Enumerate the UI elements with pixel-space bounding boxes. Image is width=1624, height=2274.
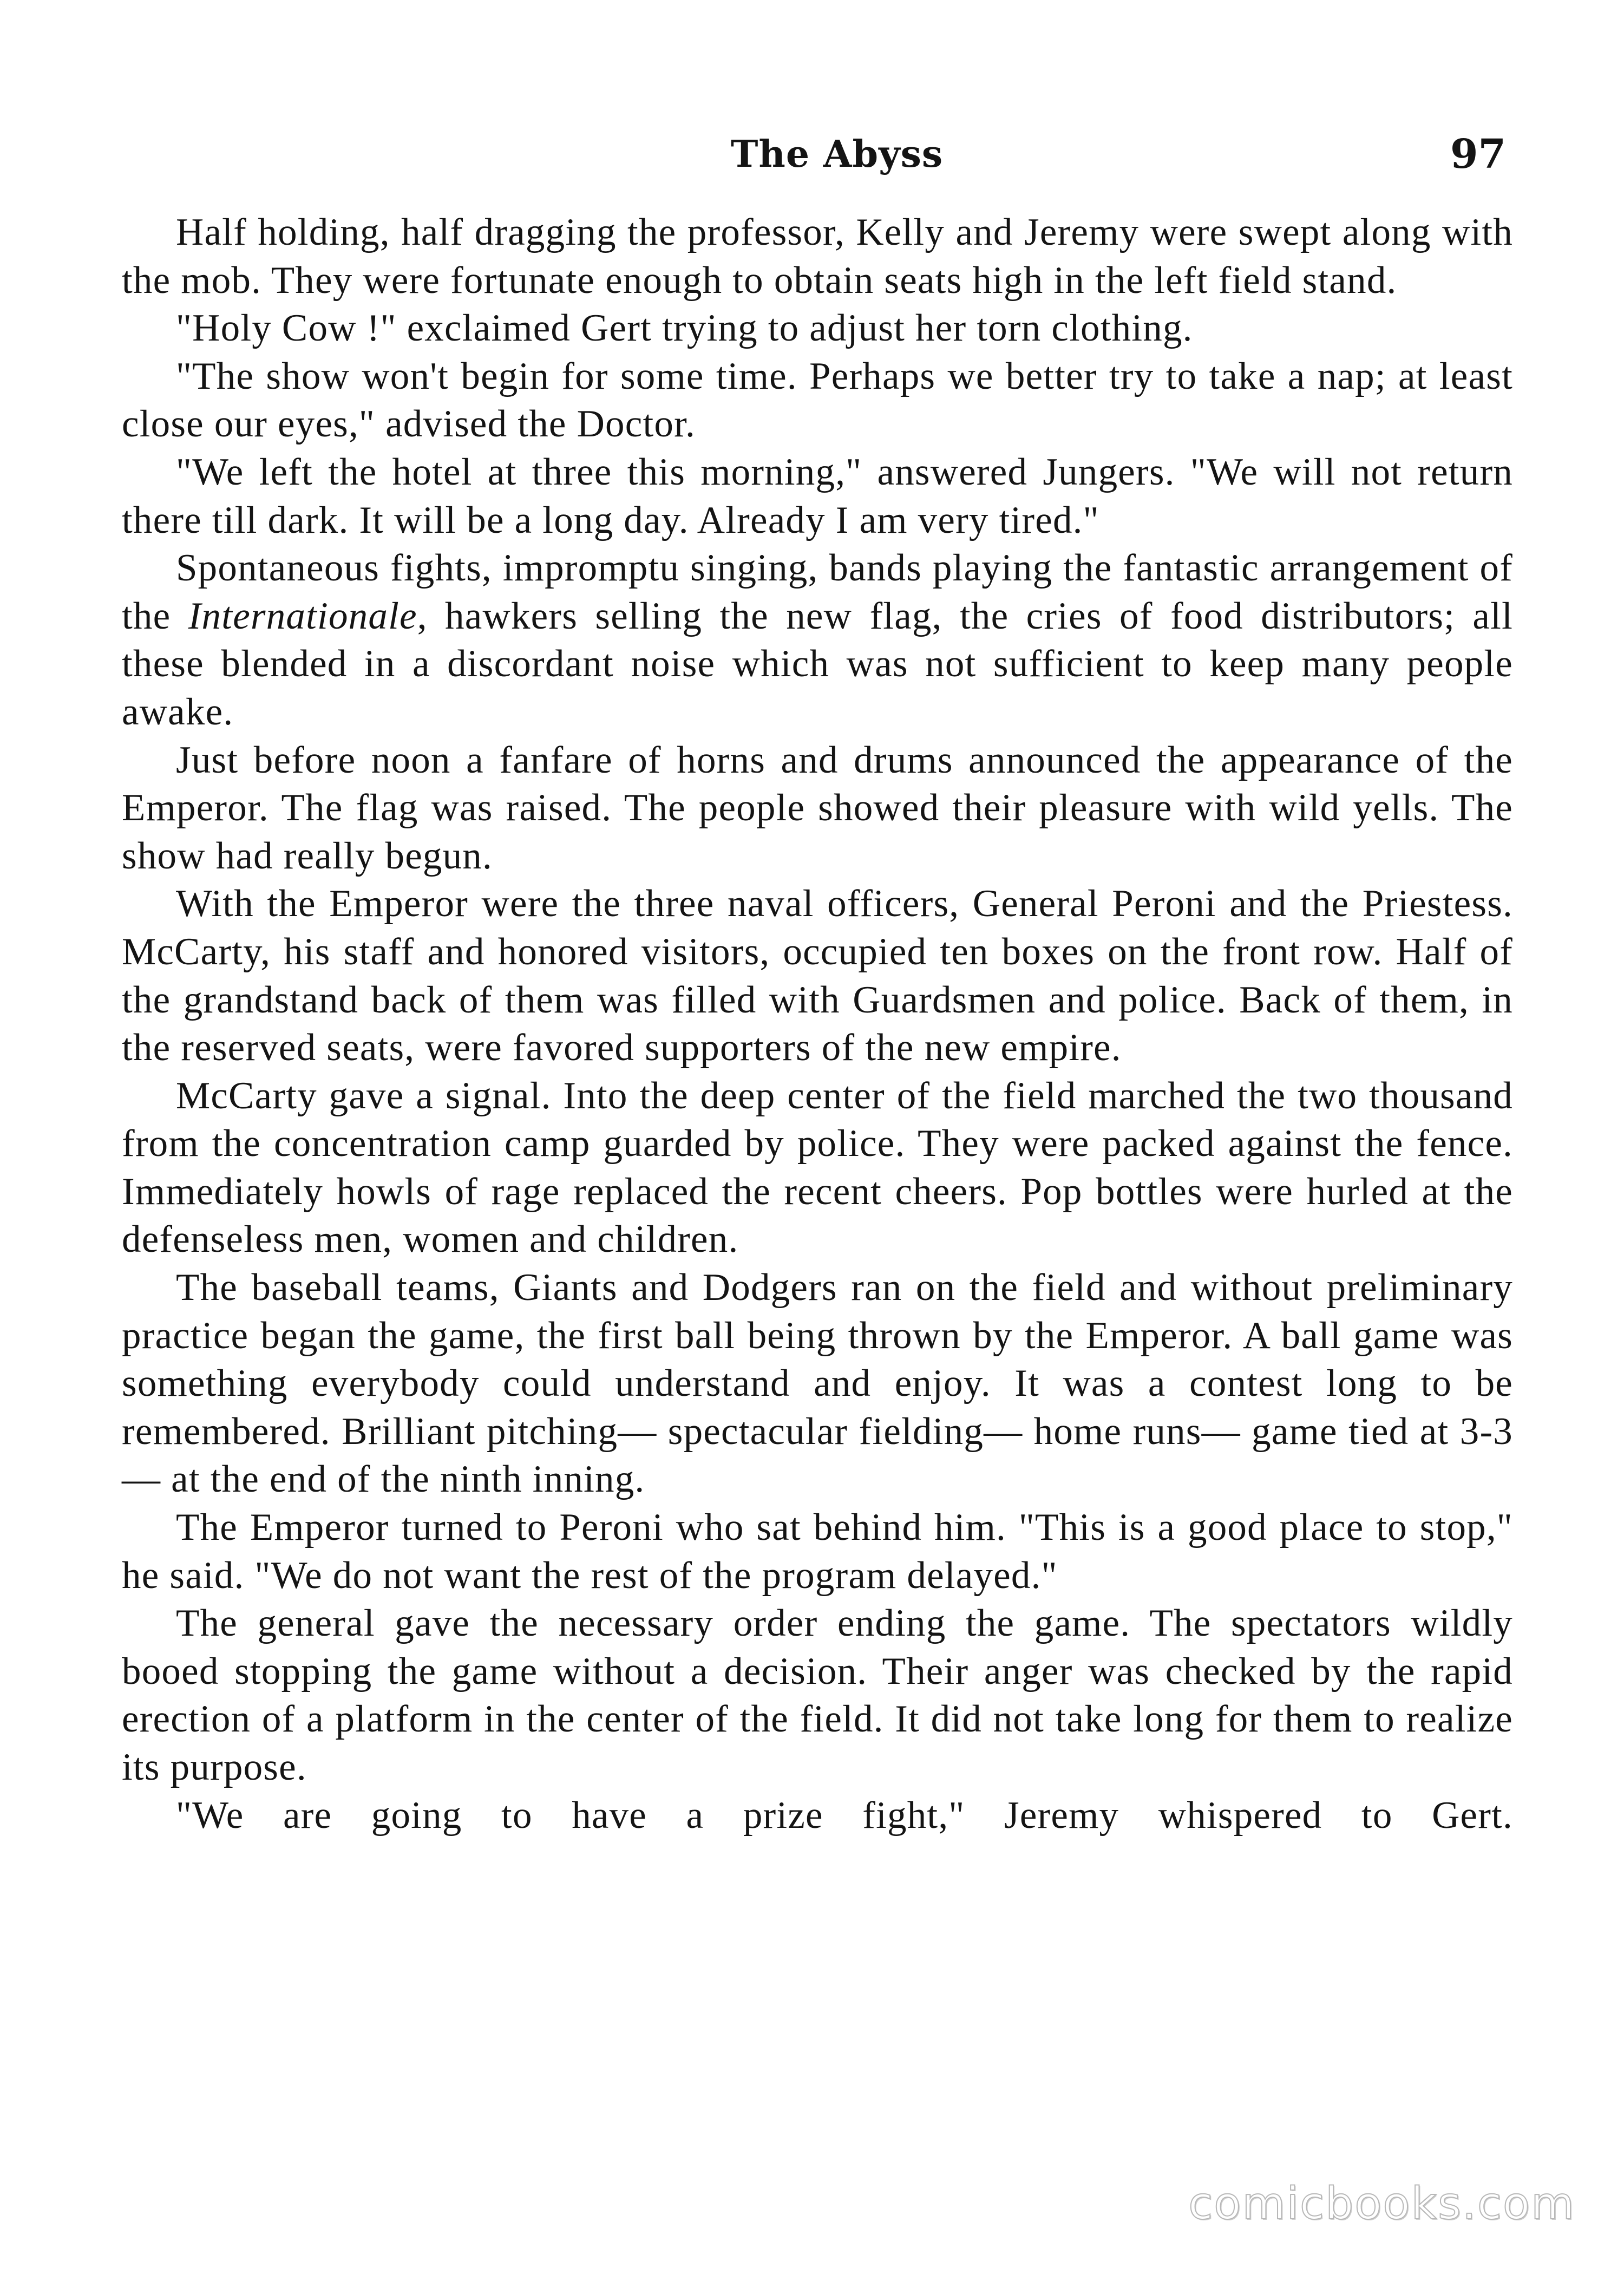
paragraph-7: With the Emperor were the three naval officers, General Peroni and the Priestess. McCarty, his staff and honored visitors, occupied ten boxes on the front row. Half of the grandstand back of them was filled with Guardsmen and police. Back of them, in the reserved seats, were favored supporters of the new empire. <box>122 883 1513 1069</box>
paragraph-3: "The show won't begin for some time. Perhaps we better try to take a nap; at least close our eyes," advised the Doctor. <box>122 355 1513 446</box>
paragraph-5-after: , hawkers selling the new flag, the cries of food distributors; all these blended in a discordant noise which was not sufficient to keep many people awake. <box>122 594 1513 733</box>
paragraph-12: "We are going to have a prize fight," Jeremy whispered to Gert. <box>176 1794 1513 1837</box>
paragraph-4: "We left the hotel at three this morning," answered Jungers. "We will not return there till dark. It will be a long day. Already I am very tired." <box>122 450 1513 541</box>
paragraph-1: Half holding, half dragging the professor, Kelly and Jeremy were swept along with the mob. They were fortunate enough to obtain seats high in the left field stand. <box>122 211 1513 302</box>
paragraph-2: "Holy Cow !" exclaimed Gert trying to adjust her torn clothing. <box>176 307 1193 350</box>
watermark: comicbooks.com <box>1188 2178 1575 2230</box>
paragraph-6: Just before noon a fanfare of horns and drums announced the appearance of the Emperor. The flag was raised. The people showed their pleasure with wild yells. The show had really begun. <box>122 739 1513 877</box>
paragraph-11: The general gave the necessary order ending the game. The spectators wildly booed stopping the game without a decision. Their anger was checked by the rapid erection of a platform in the center of the field. It did not take long for them to realize its purpose. <box>122 1602 1513 1788</box>
italic-title: Internationale <box>188 594 417 637</box>
paragraph-10: The Emperor turned to Peroni who sat behind him. "This is a good place to stop," he said. "We do not want the rest of the program delayed." <box>122 1506 1513 1597</box>
paragraph-8: McCarty gave a signal. Into the deep center of the field marched the two thousand from the concentration camp guarded by police. They were packed against the fence. Immediately howls of rage replaced the recent cheers. Pop bottles were hurled at the defenseless men, women and children. <box>122 1074 1513 1261</box>
paragraph-5-before: Spontaneous fights, impromptu singing, bands playing the fantastic arrangement of the <box>122 547 1513 637</box>
running-header <box>168 130 1506 179</box>
page-number: 97 <box>1450 131 1506 178</box>
body-text <box>122 208 1513 1839</box>
running-title: The Abyss <box>730 133 944 176</box>
paragraph-9: The baseball teams, Giants and Dodgers ran on the field and without preliminary practice began the game, the first ball being thrown by the Emperor. A ball game was something everybody could understand and enjoy. It was a contest long to be remembered. Brilliant pitching— spectacular fielding— home runs— game tied at 3-3— at the end of the ninth inning. <box>122 1266 1513 1501</box>
paragraph-5 <box>122 544 1513 736</box>
